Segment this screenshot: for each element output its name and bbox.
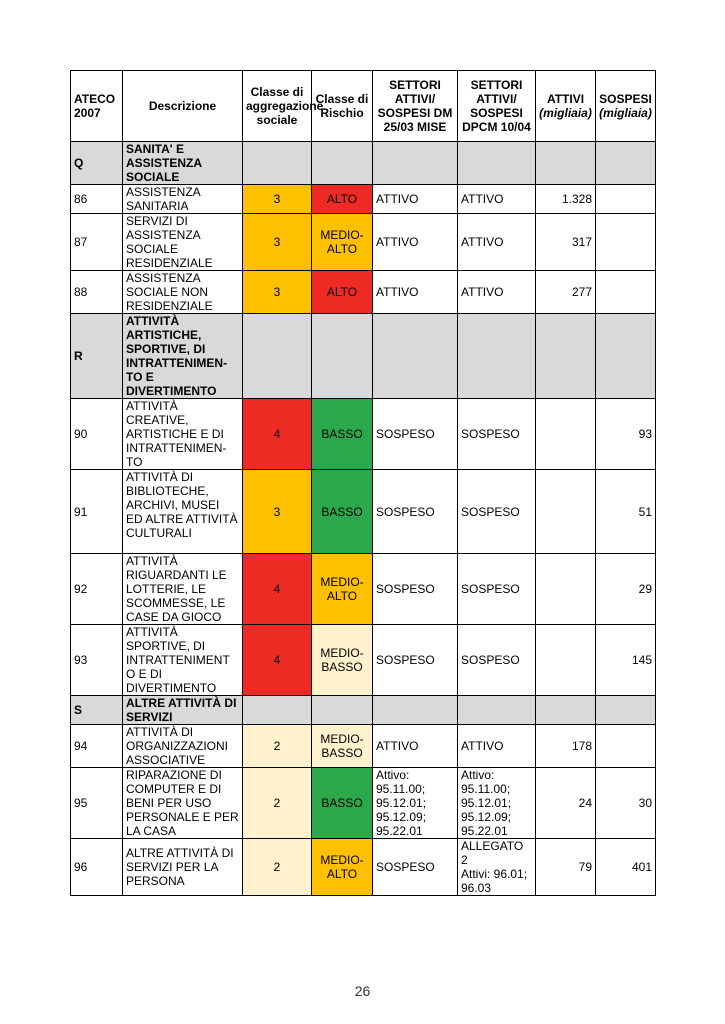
description: ASSISTENZA SOCIALE NON RESIDENZIALE	[123, 271, 243, 314]
sospesi-value	[596, 214, 656, 271]
header-sospesi-sub: (migliaia)	[599, 106, 652, 120]
header-descrizione: Descrizione	[123, 71, 243, 142]
section-code: Q	[71, 142, 123, 185]
attivi-value: 79	[536, 839, 596, 896]
ateco-code: 92	[71, 554, 123, 625]
status-dm: SOSPESO	[373, 399, 458, 470]
status-dm: SOSPESO	[373, 554, 458, 625]
header-attivi-label: ATTIVI	[546, 92, 585, 106]
status-dm: Attivo: 95.11.00; 95.12.01; 95.12.09; 95.22.01	[373, 768, 458, 839]
status-dm: SOSPESO	[373, 470, 458, 554]
aggregation-class: 2	[243, 768, 312, 839]
risk-class: MEDIO-BASSO	[312, 725, 373, 768]
table-row	[71, 768, 656, 839]
header-settori-dpcm: SETTORI ATTIVI/ SOSPESI DPCM 10/04	[458, 71, 536, 142]
header-sospesi	[596, 71, 656, 142]
header-ateco: ATECO 2007	[71, 71, 123, 142]
ateco-code: 96	[71, 839, 123, 896]
risk-class: ALTO	[312, 271, 373, 314]
description: ALTRE ATTIVITÀ DI SERVIZI PER LA PERSONA	[123, 839, 243, 896]
aggregation-class: 3	[243, 185, 312, 214]
aggregation-class: 4	[243, 399, 312, 470]
status-dm: ATTIVO	[373, 214, 458, 271]
ateco-code: 93	[71, 625, 123, 696]
risk-class: MEDIO-ALTO	[312, 214, 373, 271]
status-dpcm-line1: ALLEGATO 2	[461, 839, 524, 867]
description: ATTIVITÀ SPORTIVE, DI INTRATTENIMENT O E DI DIVERTIMENTO	[123, 625, 243, 696]
ateco-code: 86	[71, 185, 123, 214]
aggregation-class: 3	[243, 470, 312, 554]
status-dpcm: SOSPESO	[458, 554, 536, 625]
table-row	[71, 399, 656, 470]
attivi-value	[536, 625, 596, 696]
risk-class: MEDIO-ALTO	[312, 554, 373, 625]
status-dpcm: ATTIVO	[458, 725, 536, 768]
sospesi-value: 401	[596, 839, 656, 896]
status-dpcm-line2: Attivi: 96.01; 96.03	[461, 867, 528, 895]
sospesi-value: 93	[596, 399, 656, 470]
status-dpcm: ATTIVO	[458, 185, 536, 214]
header-settori-dm: SETTORI ATTIVI/ SOSPESI DM 25/03 MISE	[373, 71, 458, 142]
aggregation-class: 3	[243, 271, 312, 314]
table-row	[71, 470, 656, 554]
table-row	[71, 214, 656, 271]
table-row	[71, 839, 656, 896]
ateco-code: 91	[71, 470, 123, 554]
status-dm: ATTIVO	[373, 271, 458, 314]
aggregation-class: 4	[243, 554, 312, 625]
table-row	[71, 185, 656, 214]
attivi-value: 1.328	[536, 185, 596, 214]
ateco-code: 95	[71, 768, 123, 839]
status-dpcm: SOSPESO	[458, 399, 536, 470]
attivi-value: 277	[536, 271, 596, 314]
sospesi-value	[596, 725, 656, 768]
ateco-code: 87	[71, 214, 123, 271]
section-row-q	[71, 142, 656, 185]
section-label: SANITA' E ASSISTENZA SOCIALE	[123, 142, 243, 185]
header-attivi	[536, 71, 596, 142]
risk-class: BASSO	[312, 399, 373, 470]
sospesi-value	[596, 271, 656, 314]
status-dm: SOSPESO	[373, 625, 458, 696]
section-label: ALTRE ATTIVITÀ DI SERVIZI	[123, 696, 243, 725]
section-code: S	[71, 696, 123, 725]
header-classe-rischio: Classe di Rischio	[312, 71, 373, 142]
status-dpcm: SOSPESO	[458, 625, 536, 696]
header-attivi-sub: (migliaia)	[539, 106, 592, 120]
section-label: ATTIVITÀ ARTISTICHE, SPORTIVE, DI INTRATTENIMEN-TO E DIVERTIMENTO	[123, 314, 243, 399]
aggregation-class: 4	[243, 625, 312, 696]
ateco-table	[70, 70, 656, 896]
risk-class: MEDIO-BASSO	[312, 625, 373, 696]
ateco-code: 90	[71, 399, 123, 470]
status-dpcm: ATTIVO	[458, 214, 536, 271]
description: ATTIVITÀ DI BIBLIOTECHE, ARCHIVI, MUSEI ED ALTRE ATTIVITÀ CULTURALI	[123, 470, 243, 554]
attivi-value	[536, 470, 596, 554]
description: RIPARAZIONE DI COMPUTER E DI BENI PER USO PERSONALE E PER LA CASA	[123, 768, 243, 839]
aggregation-class: 2	[243, 725, 312, 768]
section-code: R	[71, 314, 123, 399]
description: ATTIVITÀ CREATIVE, ARTISTICHE E DI INTRATTENIMEN-TO	[123, 399, 243, 470]
header-sospesi-label: SOSPESI	[599, 92, 652, 106]
aggregation-class: 2	[243, 839, 312, 896]
table-row	[71, 554, 656, 625]
description: ATTIVITÀ RIGUARDANTI LE LOTTERIE, LE SCOMMESSE, LE CASE DA GIOCO	[123, 554, 243, 625]
aggregation-class: 3	[243, 214, 312, 271]
status-dm: SOSPESO	[373, 839, 458, 896]
attivi-value: 317	[536, 214, 596, 271]
risk-class: BASSO	[312, 470, 373, 554]
status-dpcm: Attivo: 95.11.00; 95.12.01; 95.12.09; 95.22.01	[458, 768, 536, 839]
table-row	[71, 625, 656, 696]
section-row-s	[71, 696, 656, 725]
status-dm: ATTIVO	[373, 725, 458, 768]
risk-class: ALTO	[312, 185, 373, 214]
sospesi-value: 51	[596, 470, 656, 554]
ateco-code: 94	[71, 725, 123, 768]
description: SERVIZI DI ASSISTENZA SOCIALE RESIDENZIALE	[123, 214, 243, 271]
table-row	[71, 271, 656, 314]
sospesi-value: 145	[596, 625, 656, 696]
table-row	[71, 725, 656, 768]
status-dpcm: SOSPESO	[458, 470, 536, 554]
attivi-value	[536, 399, 596, 470]
sospesi-value	[596, 185, 656, 214]
page-number: 26	[354, 983, 371, 999]
risk-class: BASSO	[312, 768, 373, 839]
section-row-r	[71, 314, 656, 399]
status-dpcm	[458, 839, 536, 896]
header-row	[71, 71, 656, 142]
status-dm: ATTIVO	[373, 185, 458, 214]
attivi-value	[536, 554, 596, 625]
sospesi-value: 29	[596, 554, 656, 625]
attivi-value: 178	[536, 725, 596, 768]
ateco-code: 88	[71, 271, 123, 314]
description: ATTIVITÀ DI ORGANIZZAZIONI ASSOCIATIVE	[123, 725, 243, 768]
header-classe-aggregazione: Classe di aggregazione sociale	[243, 71, 312, 142]
sospesi-value: 30	[596, 768, 656, 839]
attivi-value: 24	[536, 768, 596, 839]
status-dpcm: ATTIVO	[458, 271, 536, 314]
risk-class: MEDIO-ALTO	[312, 839, 373, 896]
description: ASSISTENZA SANITARIA	[123, 185, 243, 214]
